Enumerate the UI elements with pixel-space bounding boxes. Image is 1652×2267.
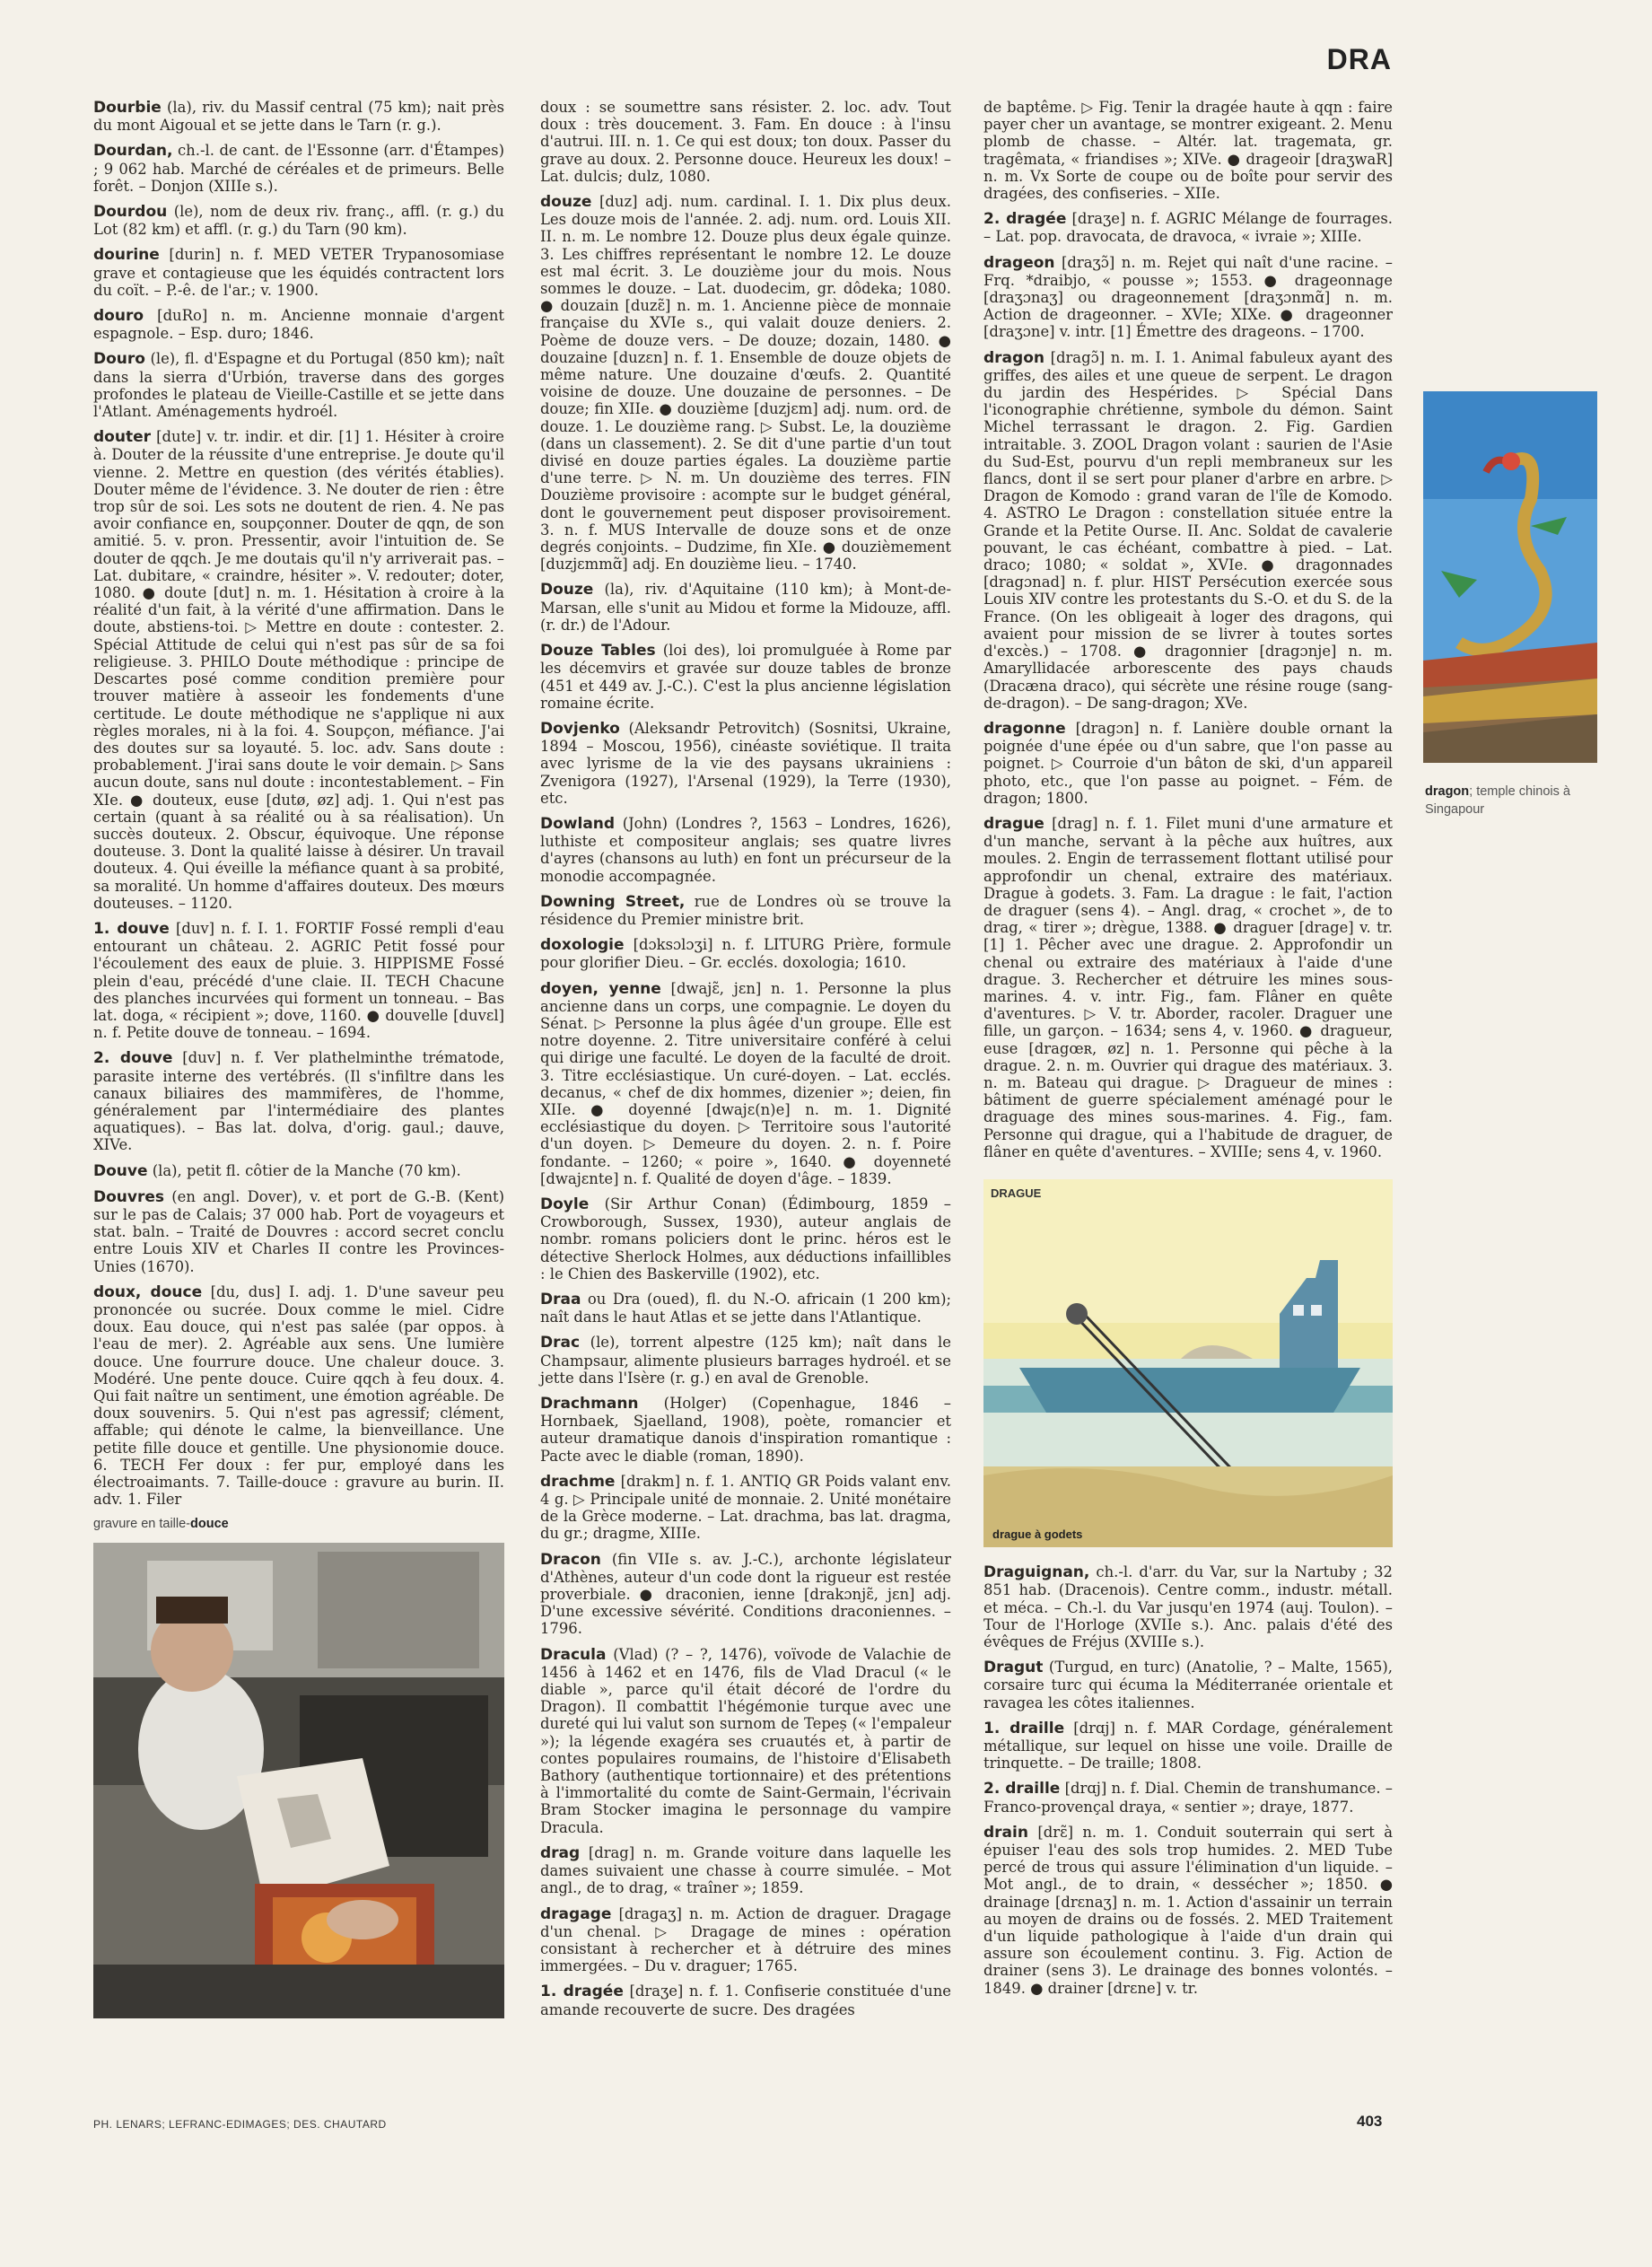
dredge-title: DRAGUE xyxy=(991,1186,1042,1200)
dictionary-entry xyxy=(540,1195,951,1282)
dictionary-entry xyxy=(93,307,504,342)
entry-headword: 2. douve xyxy=(93,1049,173,1068)
dictionary-entry xyxy=(93,920,504,1041)
entry-definition: [duv] n. f. Ver plathelminthe trématode, parasite interne des vertébrés. (Il s'infiltre dans les canaux biliaires des mammifères, de l'homme, généralement par l'intermédiaire des plantes aquatiques). – Bas lat. dolva, d'orig. gaul.; dauve, XIVe. xyxy=(93,1049,504,1154)
entry-definition: (la), petit fl. côtier de la Manche (70 km). xyxy=(152,1161,461,1179)
dictionary-entry xyxy=(540,1844,951,1897)
dictionary-entry xyxy=(540,980,951,1187)
dragon-temple-photo xyxy=(1423,391,1597,763)
entry-definition: doux : se soumettre sans résister. 2. loc. adv. Tout doux : très doucement. 3. Fam. En douce : à l'insu d'autrui. III. n. 1. Ce qui est doux; ton doux. Passer du grave au doux. 2. Personne douce. Heureux les doux! – Lat. dulcis; dulz, 1080. xyxy=(540,99,951,185)
entry-headword: Douve xyxy=(93,1161,148,1180)
photo-caption-bold: douce xyxy=(190,1517,229,1532)
entry-definition: [duv] n. f. I. 1. FORTIF Fossé rempli d'eau entourant un château. 2. AGRIC Petit fossé pour l'écoulement des eaux de pluie. 3. HIPPISME Fossé plein d'eau, précédé d'une claie. II. TECH Chacune des planches incurvées qui forment un tonneau. – Bas lat. doga, « récipient »; dove, 1160. ● douvelle [duvɛl] n. f. Petite douve de tonneau. – 1694. xyxy=(93,919,504,1042)
entry-list-col3-bottom xyxy=(983,1563,1393,1997)
dictionary-entry xyxy=(93,99,504,134)
column-3 xyxy=(983,99,1393,2005)
entry-headword: Doyle xyxy=(540,1195,590,1213)
entry-headword: Dragut xyxy=(983,1659,1044,1677)
photo-caption-prefix: gravure en taille- xyxy=(93,1517,190,1532)
dictionary-entry xyxy=(93,1049,504,1153)
entry-definition: (Turgud, en turc) (Anatolie, ? – Malte, 1565), corsaire turc qui écuma la Méditerranée orientale et ravagea les côtes italiennes. xyxy=(983,1659,1393,1711)
dictionary-entry xyxy=(540,193,951,573)
entry-headword: drague xyxy=(983,814,1045,833)
entry-definition: [drag] n. f. 1. Filet muni d'une armature et d'un manche, servant à la pêche aux huîtres, aux moules. 2. Engin de terrassement flottant utilisé pour approfondir un chenal, extraire des matériaux. Drague à godets. 3. Fam. La drague : le fait, l'action de draguer (sens 4). – Angl. drag, « crochet », de to drag, « tirer »; drègue, 1388. ● draguer [drage] v. tr. [1] 1. Pêcher avec une drague. 2. Approfondir un chenal ou extraire des matériaux à l'aide d'une drague. 3. Rechercher et détruire les mines sous-marines. 4. v. intr. Fig., fam. Flâner en quête d'aventures. ▷ V. tr. Aborder, racoler. Draguer une fille, un garçon. – 1634; sens 4, v. 1960. ● dragueur, euse [dragœʀ, øz] n. 1. Personne qui pêche à la drague. 2. n. m. Ouvrier qui drague des matériaux. 3. n. m. Bateau qui drague. ▷ Dragueur de mines : bâtiment de guerre spécialement aménagé pour le draguage des mines sous-marines. 4. Fig., fam. Personne qui drague, qui a l'habitude de draguer, de flâner en quête d'aventures. – XVIIIe; sens 4, v. 1960. xyxy=(983,814,1393,1160)
entry-definition: [drɑj] n. f. MAR Cordage, généralement métallique, sur lequel on hisse une voile. Draille de trinquette. – De traille; 1808. xyxy=(983,1719,1393,1772)
entry-headword: dourine xyxy=(93,246,160,265)
entry-definition: [drag] n. m. Grande voiture dans laquelle les dames suivaient une chasse à courre simulée. – Mot angl., de to drag, « traîner »; 1859. xyxy=(540,1843,951,1897)
entry-headword: Downing Street, xyxy=(540,892,686,911)
entry-headword: Drachmann xyxy=(540,1395,639,1414)
page-number: 403 xyxy=(1357,2113,1383,2130)
dictionary-entry xyxy=(540,1646,951,1836)
dictionary-entry xyxy=(540,1291,951,1326)
dictionary-entry xyxy=(93,1188,504,1275)
dictionary-entry xyxy=(93,203,504,238)
dictionary-entry xyxy=(540,642,951,712)
entry-definition: (la), riv. d'Aquitaine (110 km); à Mont-de-Marsan, elle s'unit au Midou et forme la Midouze, affl. (r. dr.) de l'Adour. xyxy=(540,581,951,634)
entry-definition: (en angl. Dover), v. et port de G.-B. (Kent) sur le pas de Calais; 37 000 hab. Port de voyageurs et stat. baln. – Traité de Douvres : accord secret conclu entre Louis XIV et Charles II contre les Provinces-Unies (1670). xyxy=(93,1187,504,1275)
entry-headword: Douro xyxy=(93,350,145,369)
dictionary-entry xyxy=(93,350,504,420)
entry-headword: Dowland xyxy=(540,814,616,833)
dictionary-entry xyxy=(93,246,504,299)
entry-definition: rue de Londres où se trouve la résidence du Premier ministre brit. xyxy=(540,892,951,928)
dictionary-entry xyxy=(540,893,951,928)
dredge-illustration xyxy=(983,1179,1393,1547)
dredge-caption: drague à godets xyxy=(992,1527,1083,1541)
dictionary-entry xyxy=(540,1905,951,1975)
entry-definition: [draʒe] n. f. AGRIC Mélange de fourrages. – Lat. pop. dravocata, de dravoca, « ivraie »; XIIIe. xyxy=(983,210,1393,246)
column-1 xyxy=(93,99,504,2022)
dictionary-entry xyxy=(93,1283,504,1509)
entry-definition: (Sir Arthur Conan) (Édimbourg, 1859 – Crowborough, Sussex, 1930), auteur anglais de nombr. romans policiers dont le princ. héros est le détective Sherlock Holmes, aux déductions infaillibles : le Chien des Baskerville (1902), etc. xyxy=(540,1195,951,1282)
entry-headword: Dourbie xyxy=(93,99,162,117)
entry-definition: [du, dus] I. adj. 1. D'une saveur peu prononcée ou sucrée. Doux comme le miel. Cidre doux. Eau douce, qui n'est pas salée (par oppos. à l'eau de mer). 2. Agréable aux sens. Une lumière douce. Une fourrure douce. Une chaleur douce. 3. Modéré. Une pente douce. Cuire qqch à feu doux. 4. Qui fait naître un sentiment, une émotion agréable. De doux souvenirs. 5. Qui n'est pas agressif; clément, affable; qui dénote le calme, la bienveillance. Une petite fille douce et gentille. Une physionomie douce. 6. TECH Fer doux : fer pur, employé dans les électroaimants. 7. Taille-douce : gravure au burin. II. adv. 1. Filer xyxy=(93,1282,504,1509)
entry-definition: (Holger) (Copenhague, 1846 – Hornbaek, Sjaelland, 1908), poète, romancier et auteur dramatique danois d'inspiration romantique : Pacte avec le diable (roman, 1890). xyxy=(540,1395,951,1465)
dictionary-entry xyxy=(93,428,504,912)
dictionary-entry xyxy=(540,1334,951,1387)
entry-list-col2 xyxy=(540,99,951,2018)
entry-definition: [drɑj] n. f. Dial. Chemin de transhumance. – Franco-provençal draya, « sentier »; draye, 1877. xyxy=(983,1780,1393,1816)
entry-headword: douro xyxy=(93,307,144,326)
entry-definition: (la), riv. du Massif central (75 km); nait près du mont Aigoual et se jette dans le Tarn (r. g.). xyxy=(93,99,505,135)
entry-definition: [dragɔn] n. f. Lanière double ornant la poignée d'une épée ou d'un sabre, que l'on passe au poignet. ▷ Courroie d'un bâton de ski, d'un appareil photo, etc., que l'on passe au poignet. – Fém. de dragon; 1800. xyxy=(983,719,1393,807)
dictionary-entry xyxy=(983,254,1393,341)
engraving-photo xyxy=(93,1543,504,2018)
entry-headword: Drac xyxy=(540,1334,581,1352)
entry-definition: [durin] n. f. MED VETER Trypanosomiase grave et contagieuse que les équidés contractent lors du coït. – P.-ê. de l'ar.; v. 1900. xyxy=(93,246,504,299)
entry-headword: 2. dragée xyxy=(983,210,1067,229)
dragon-photo-caption xyxy=(1425,783,1604,818)
column-2 xyxy=(540,99,951,2026)
entry-headword: Dracon xyxy=(540,1550,601,1569)
entry-definition: (Aleksandr Petrovitch) (Sosnitsi, Ukraine, 1894 – Moscou, 1956), cinéaste soviétique. Il traita avec lyrisme de la vie des paysans ukrainiens : Zvenigora (1927), l'Arsenal (1929), la Terre (1930), etc. xyxy=(540,719,951,807)
dictionary-entry xyxy=(983,720,1393,807)
entry-headword: dragon xyxy=(983,348,1045,367)
dictionary-entry xyxy=(540,1551,951,1638)
dictionary-entry xyxy=(983,210,1393,245)
dictionary-entry xyxy=(983,349,1393,712)
entry-headword: Douvres xyxy=(93,1187,165,1206)
entry-headword: Dourdan, xyxy=(93,142,173,161)
entry-headword: Douze xyxy=(540,581,594,600)
entry-list-col1 xyxy=(93,99,504,1508)
entry-definition: [duRo] n. m. Ancienne monnaie d'argent espagnole. – Esp. duro; 1846. xyxy=(93,307,504,343)
entry-definition: (le), torrent alpestre (125 km); naît dans le Champsaur, alimente plusieurs barrages hydroél. et se jette dans l'Isère (r. g.) en aval de Grenoble. xyxy=(540,1334,951,1387)
entry-definition: (Vlad) (? – ?, 1476), voïvode de Valachie de 1456 à 1462 et en 1476, fils de Vlad Dracul (« le diable », parce qu'il était décoré de l'ordre du Dragon). Il combattit l'hégémonie turque avec une dureté qui lui valut son surnom de Tepeș (« l'empaleur »); la légende exagéra ses cruautés et, à partir de contes populaires roumains, de l'histoire d'Elisabeth Bathory (authentique tortionnaire) et des prétentions à l'immortalité du comte de Saint-Germain, l'écrivain Bram Stocker imagina le personnage du vampire Dracula. xyxy=(540,1645,951,1836)
dictionary-entry xyxy=(540,1473,951,1543)
photo-caption xyxy=(93,1516,504,1533)
entry-definition: [drakm] n. f. 1. ANTIQ GR Poids valant env. 4 g. ▷ Principale unité de monnaie. 2. Unité monétaire de la Grèce moderne. – Lat. drachma, bas lat. dragma, du gr.; dragme, XIIIe. xyxy=(540,1472,951,1543)
entry-headword: dragonne xyxy=(983,719,1066,738)
dictionary-entry xyxy=(540,936,951,971)
dictionary-entry xyxy=(983,1563,1393,1650)
entry-definition: de baptême. ▷ Fig. Tenir la dragée haute à qqn : faire payer cher un avantage, se montrer exigeant. 2. Menu plomb de chasse. – Altér. lat. tragemata, gr. tragêmata, « friandises »; XIVe. ● drageoir [draʒwaR] n. m. Vx Sorte de coupe ou de boîte pour servir des dragées, des confiseries. – XIIe. xyxy=(983,99,1393,203)
entry-definition: ch.-l. d'arr. du Var, sur la Nartuby ; 32 851 hab. (Dracenois). Centre comm., industr. métall. et méca. – Ch.-l. du Var jusqu'en 1974 (auj. Toulon). – Tour de l'Horloge (XVIIe s.). Anc. palais d'été des évêques de Fréjus (XVIIIe s.). xyxy=(983,1563,1393,1650)
dictionary-entry xyxy=(93,1162,504,1180)
entry-headword: Dovjenko xyxy=(540,719,620,738)
entry-headword: dragage xyxy=(540,1904,612,1923)
entry-headword: 1. draille xyxy=(983,1719,1065,1737)
dragon-caption-bold: dragon xyxy=(1425,784,1470,799)
dictionary-entry xyxy=(540,815,951,885)
entry-headword: Douze Tables xyxy=(540,642,656,661)
entry-headword: 2. draille xyxy=(983,1780,1061,1799)
entry-headword: 1. dragée xyxy=(540,1983,624,2001)
dictionary-entry xyxy=(540,720,951,807)
entry-definition: [dragɔ̃] n. m. I. 1. Animal fabuleux ayant des griffes, des ailes et une queue de serpent. Le dragon du jardin des Hespérides. ▷ Spécial Dans l'iconographie chrétienne, symbole du démon. Saint Michel terrassant le dragon. 2. Fig. Gardien intraitable. 3. ZOOL Dragon volant : saurien de l'Asie du Sud-Est, pourvu d'un repli membraneux sur les flancs, dont il se sert pour planer d'arbre en arbre. ▷ Dragon de Komodo : grand varan de l'île de Komodo. 4. ASTRO Le Dragon : constellation située entre la Grande et la Petite Ourse. II. Anc. Soldat de cavalerie pouvant, le cas échéant, combattre à pied. – Lat. draco; 1080; « soldat », XVIe. ● dragonnades [dragɔnad] n. f. plur. HIST Persécution exercée sous Louis XIV contre les protestants du S.-O. et du S. de la France. (On les obligeait à loger des dragons, qui avaient pour mission de se livrer à toutes sortes d'excès.) – 1708. ● dragonnier [dragɔnje] n. m. Amaryllidacée arborescente des pays chauds (Dracæna draco), qui sécrète une résine rouge (sang-de-dragon). – De sang-dragon; XVe. xyxy=(983,348,1393,712)
entry-headword: doux, douce xyxy=(93,1282,203,1301)
dictionary-entry xyxy=(540,99,951,185)
entry-definition: [dwajɛ̃, jɛn] n. 1. Personne la plus ancienne dans un corps, une compagnie. Le doyen du Sénat. ▷ Personne la plus âgée d'un groupe. Elle est notre doyenne. 2. Titre universitaire conféré à celui qui dirige une faculté. Le doyen de la faculté de droit. 3. Titre ecclésiastique. Un curé-doyen. – Lat. ecclés. decanus, « chef de dix hommes, dizenier »; deien, fin XIIe. ● doyenné [dwajɛ(n)e] n. m. 1. Dignité ecclésiastique du doyen. ▷ Territoire sous l'autorité d'un doyen. ▷ Demeure du doyen. 2. n. f. Poire fondante. – 1260; « poire », 1640. ● doyenneté [dwajɛnte] n. f. Qualité de doyen d'âge. – 1839. xyxy=(540,979,951,1187)
entry-definition: [dragaʒ] n. m. Action de draguer. Dragage d'un chenal. ▷ Dragage de mines : opération consistant à rechercher et à détruire des mines immergées. – Du v. draguer; 1765. xyxy=(540,1904,951,1975)
entry-headword: drain xyxy=(983,1823,1028,1842)
entry-headword: Draa xyxy=(540,1291,581,1309)
dictionary-entry xyxy=(93,142,504,195)
dragon-caption-rest: ; temple chinois à Singapour xyxy=(1425,784,1570,817)
entry-headword: Dourdou xyxy=(93,203,168,222)
dictionary-entry xyxy=(983,1780,1393,1815)
entry-list-col3-top xyxy=(983,99,1393,1160)
dictionary-entry xyxy=(540,1395,951,1465)
entry-definition: (fin VIIe s. av. J.-C.), archonte législateur d'Athènes, auteur d'un code dont la rigueur est restée proverbiale. ● draconien, ienne [drakɔnjɛ̃, jɛn] adj. D'une excessive sévérité. Conditions draconiennes. – 1796. xyxy=(540,1550,952,1638)
entry-definition: [draʒɔ̃] n. m. Rejet qui naît d'une racine. – Frq. *draibjo, « pousse »; 1553. ● drageonnage [draʒɔnaʒ] ou drageonnement [draʒɔnmɑ̃] n. m. Action de drageonner. – XVIe; XIXe. ● drageonner [draʒɔne] v. intr. [1] Émettre des drageons. – 1700. xyxy=(983,253,1393,341)
entry-headword: douze xyxy=(540,193,592,212)
entry-headword: 1. douve xyxy=(93,919,170,938)
entry-headword: drachme xyxy=(540,1472,616,1491)
entry-headword: Draguignan, xyxy=(983,1563,1090,1582)
entry-headword: drag xyxy=(540,1843,581,1862)
running-head: DRA xyxy=(1326,43,1392,75)
entry-definition: [dɔksɔlɔʒi] n. f. LITURG Prière, formule pour glorifier Dieu. – Gr. ecclés. doxologia; 1610. xyxy=(540,936,952,972)
dictionary-entry xyxy=(540,1983,951,2018)
entry-definition: (le), nom de deux riv. franç., affl. (r. g.) du Lot (82 km) et affl. (r. g.) du Tarn (90 km). xyxy=(93,203,504,239)
dictionary-entry xyxy=(540,581,951,634)
entry-headword: drageon xyxy=(983,253,1055,272)
entry-headword: Dracula xyxy=(540,1645,607,1664)
dictionary-entry xyxy=(983,1720,1393,1772)
dictionary-entry xyxy=(983,815,1393,1160)
entry-definition: [draʒe] n. f. 1. Confiserie constituée d'une amande recouverte de sucre. Des dragées xyxy=(540,1983,951,2018)
entry-headword: doyen, yenne xyxy=(540,979,661,998)
photo-credits: PH. LENARS; LEFRANC-EDIMAGES; DES. CHAUTARD xyxy=(93,2118,387,2131)
entry-definition: (loi des), loi promulguée à Rome par les décemvirs et gravée sur douze tables de bronze (451 et 449 av. J.-C.). C'est la plus ancienne législation romaine écrite. xyxy=(540,642,951,712)
entry-definition: [duz] adj. num. cardinal. I. 1. Dix plus deux. Les douze mois de l'année. 2. adj. num. ord. Louis XII. II. n. m. Le nombre 12. Douze plus deux égale quinze. 3. Les chiffres représentant le nombre 12. Le douze est mal écrit. 3. Le douzième jour du mois. Nous sommes le douze. – Lat. duodecim, gr. dôdeka; 1080. ● douzain [duzɛ̃] n. m. 1. Ancienne pièce de monnaie française du XVIe s., qui valait douze deniers. 2. Poème de douze vers. – De douze; dozain, 1480. ● douzaine [duzɛn] n. f. 1. Ensemble de douze objets de même nature. Une douzaine d'œufs. 2. Quantité voisine de douze. Une douzaine de personnes. – De douze; fin XIIe. ● douzième [duzjɛm] adj. num. ord. de douze. 1. Le douzième rang. ▷ Subst. Le, la douzième (dans un classement). 2. Se dit d'une partie d'un tout divisé en douze parties égales. La douzième partie d'une terre. ▷ N. m. Un douzième des terres. FIN Douzième provisoire : acompte sur le budget général, dont le gouvernement peut disposer provisoirement. 3. n. f. MUS Intervalle de douze sons et de onze degrés conjoints. – Dudzime, fin XIe. ● douzièmement [duzjɛmmɑ̃] adj. En douzième lieu. – 1740. xyxy=(540,193,951,573)
entry-headword: douter xyxy=(93,428,151,447)
entry-definition: (John) (Londres ?, 1563 – Londres, 1626), luthiste et compositeur anglais; ses quatre livres d'ayres (chansons au luth) en font un précurseur de la monodie accompagnée. xyxy=(540,814,951,885)
entry-definition: [drɛ̃] n. m. 1. Conduit souterrain qui sert à épuiser l'eau des sols trop humides. 2. MED Tube percé de trous qui assure l'élimination d'un liquide. – Mot angl., de to drain, « dessécher »; 1850. ● drainage [drɛnaʒ] n. m. 1. Action d'assainir un terrain au moyen de drains ou de fossés. 2. MED Traitement d'un liquide pathologique à l'aide d'un drain qui assure son écoulement continu. 3. Fig. Action de drainer (sens 3). Le drainage des bonnes volontés. – 1849. ● drainer [drɛne] v. tr. xyxy=(983,1823,1393,1997)
dictionary-entry xyxy=(983,99,1393,202)
entry-definition: [dute] v. tr. indir. et dir. [1] 1. Hésiter à croire à. Douter de la réussite d'une entreprise. Je doute qu'il vienne. 2. Mettre en question (des vérités établies). Douter même de l'évidence. 3. Ne douter de rien : être trop sûr de soi. Les sots ne doutent de rien. 4. Ne pas avoir confiance en, soupçonner. Douter de qqn, de son amitié. 5. v. pron. Pressentir, avoir l'intuition de. Se douter de qqch. Je me doutais qu'il n'y arriverait pas. – Lat. dubitare, « craindre, hésiter ». V. redouter; doter, 1080. ● doute [dut] n. m. 1. Hésitation à croire à la réalité d'un fait, à la vérité d'une affirmation. Dans le doute, abstiens-toi. ▷ Mettre en doute : contester. 2. Spécial Attitude de celui qui n'est pas sûr de sa foi religieuse. 3. PHILO Doute méthodique : principe de Descartes posé comme condition première pour trouver matière à asseoir les fondements d'une certitude. Le doute méthodique ne s'applique ni aux règles morales, ni à la foi. 4. Soupçon, méfiance. J'ai des doutes sur sa loyauté. 5. loc. adv. Sans doute : probablement. J'irai sans doute le voir demain. ▷ Sans aucun doute, sans nul doute : incontestablement. – Fin XIe. ● douteux, euse [dutø, øz] adj. 1. Qui n'est pas certain (quant à sa réalité ou à sa réalisation). Un succès douteux. 2. Obscur, équivoque. Une réponse douteuse. 3. Dont la qualité laisse à désirer. Un travail douteux. 4. Qui éveille la méfiance quant à sa probité, sa moralité. Un homme d'affaires douteux. Des mœurs douteuses. – 1120. xyxy=(93,428,504,912)
entry-headword: doxologie xyxy=(540,936,625,955)
entry-definition: ou Dra (oued), fl. du N.-O. africain (1 200 km); naît dans le haut Atlas et se jette dans l'Atlantique. xyxy=(540,1291,951,1326)
dictionary-entry xyxy=(983,1824,1393,1997)
entry-definition: (le), fl. d'Espagne et du Portugal (850 km); naît dans la sierra d'Urbión, traverse dans des gorges profondes le plateau de Vieille-Castille et se jette dans l'Atlant. Aménagements hydroél. xyxy=(93,350,504,421)
entry-definition: ch.-l. de cant. de l'Essonne (arr. d'Étampes) ; 9 062 hab. Marché de céréales et de primeurs. Belle forêt. – Donjon (XIIIe s.). xyxy=(93,142,504,195)
dictionary-entry xyxy=(983,1659,1393,1711)
